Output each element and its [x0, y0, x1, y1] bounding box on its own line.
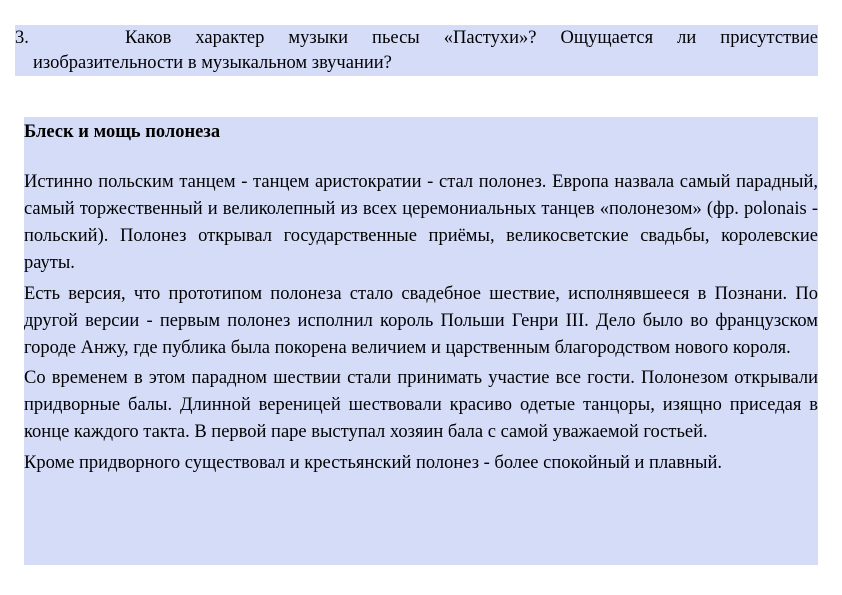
question-block: [15, 25, 818, 76]
article-paragraph-1: Истинно польским танцем - танцем аристократии - стал полонез. Европа назвала самый парадный, самый торжественный и великолепный из всех церемониальных танцев «полонезом» (фр. polonais - польский). Полонез открывал государственные приёмы, великосветские свадьбы, королевские рауты.: [24, 172, 818, 273]
question-number: 3.: [15, 28, 29, 48]
question-text-line-1: Каков характер музыки пьесы «Пастухи»? Ощущается ли присутствие: [125, 28, 818, 48]
article-paragraph-2: Есть версия, что прототипом полонеза стало свадебное шествие, исполнявшееся в Познани. По другой версии - первым полонез исполнил король Польши Генри III. Дело было во французском городе Анжу, где публика была покорена величием и царственным благородством нового короля.: [24, 283, 818, 358]
question-text-line-2: изобразительности в музыкальном звучании?: [33, 53, 392, 73]
article-block: [24, 117, 818, 565]
article-paragraph-4: Кроме придворного существовал и крестьянский полонез - более спокойный и плавный.: [24, 452, 722, 473]
article-title: Блеск и мощь полонеза: [24, 122, 221, 142]
question-line-1: [15, 26, 818, 51]
article-paragraph-3: Со временем в этом парадном шествии стали принимать участие все гости. Полонезом открывали придворные балы. Длинной вереницей шествовали красиво одетые танцоры, изящно приседая в конце каждого такта. В первой паре выступал хозяин бала с самой уважаемой гостьей.: [24, 368, 818, 442]
